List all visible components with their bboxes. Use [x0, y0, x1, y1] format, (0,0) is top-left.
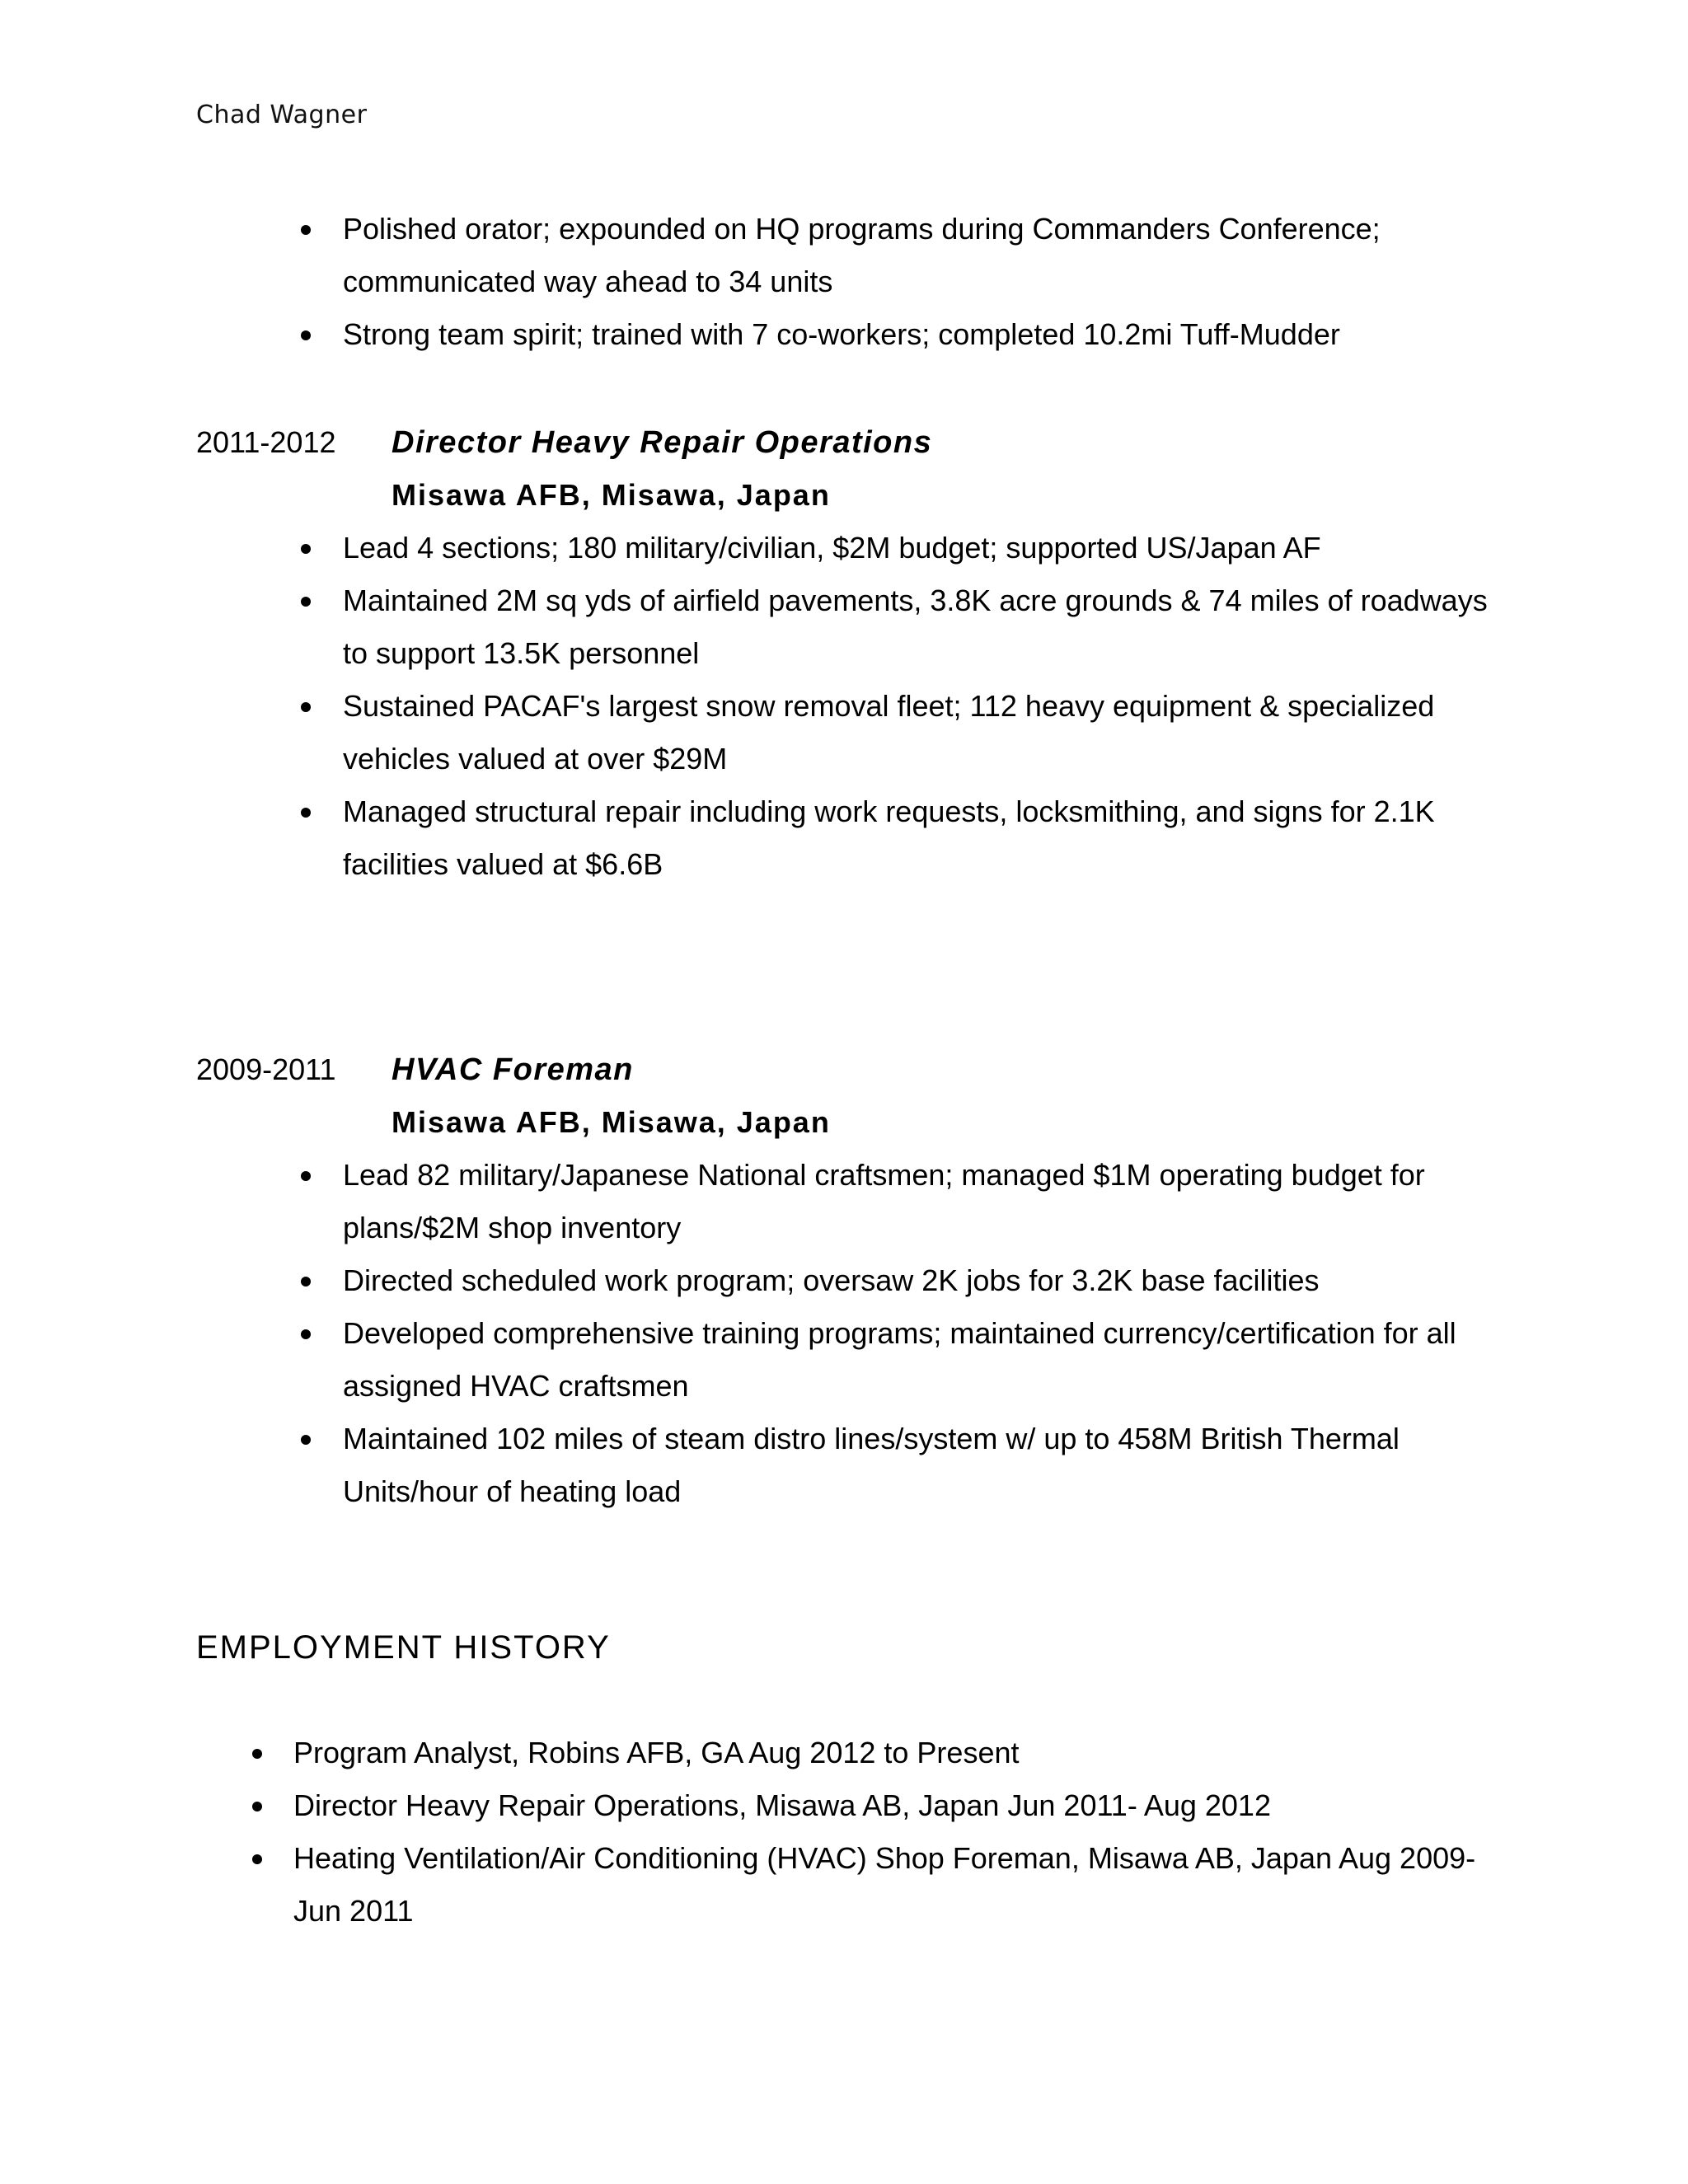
bullet-text: Strong team spirit; trained with 7 co-workers; completed 10.2mi Tuff-Mudder	[343, 317, 1340, 351]
bullet-text: Maintained 2M sq yds of airfield pavements, 3.8K acre grounds & 74 miles of roadways to support 13.5K personnel	[343, 583, 1488, 670]
position-title: Director Heavy Repair Operations	[392, 425, 933, 460]
bullet-icon	[301, 597, 311, 607]
list-item	[343, 1413, 1513, 1518]
bullet-text: Developed comprehensive training programs; maintained currency/certification for all assigned HVAC craftsmen	[343, 1316, 1456, 1403]
position-years: 2011-2012	[196, 425, 336, 459]
bullet-text: Managed structural repair including work requests, locksmithing, and signs for 2.1K facilities valued at $6.6B	[343, 794, 1435, 881]
header-name: Chad Wagner	[196, 101, 368, 129]
list-item	[343, 785, 1513, 891]
list-item	[343, 574, 1513, 680]
bullet-icon	[301, 544, 311, 554]
bullet-text: Directed scheduled work program; oversaw 2K jobs for 3.2K base facilities	[343, 1263, 1320, 1297]
bullet-text: Heating Ventilation/Air Conditioning (HVAC) Shop Foreman, Misawa AB, Japan Aug 2009-Jun 2011	[293, 1841, 1476, 1928]
section-heading: EMPLOYMENT HISTORY	[196, 1629, 611, 1666]
bullet-icon	[301, 1171, 311, 1181]
position-location: Misawa AFB, Misawa, Japan	[392, 1105, 831, 1139]
position-years: 2009-2011	[196, 1052, 336, 1086]
bullet-text: Lead 82 military/Japanese National craftsmen; managed $1M operating budget for plans/$2M shop inventory	[343, 1158, 1425, 1244]
bullet-icon	[301, 1329, 311, 1339]
bullet-icon	[301, 330, 311, 340]
list-item	[293, 1727, 1513, 1779]
bullet-text: Lead 4 sections; 180 military/civilian, $2M budget; supported US/Japan AF	[343, 531, 1321, 565]
bullet-text: Polished orator; expounded on HQ programs during Commanders Conference; communicated way ahead to 34 units	[343, 212, 1381, 298]
bullet-icon	[301, 808, 311, 818]
employment-history-list	[293, 1727, 1513, 1938]
list-item	[343, 522, 1513, 574]
top-bullet-list	[343, 203, 1513, 361]
bullet-text: Program Analyst, Robins AFB, GA Aug 2012 to Present	[293, 1736, 1020, 1769]
position-location: Misawa AFB, Misawa, Japan	[392, 478, 831, 512]
bullet-text: Sustained PACAF's largest snow removal fleet; 112 heavy equipment & specialized vehicles valued at over $29M	[343, 689, 1435, 776]
list-item	[343, 1254, 1513, 1307]
position-bullet-list	[343, 1149, 1513, 1518]
position-bullet-list	[343, 522, 1513, 891]
position-title: HVAC Foreman	[392, 1052, 634, 1087]
bullet-icon	[301, 702, 311, 712]
bullet-text: Director Heavy Repair Operations, Misawa AB, Japan Jun 2011- Aug 2012	[293, 1788, 1271, 1822]
list-item	[293, 1779, 1513, 1832]
list-item	[343, 1307, 1513, 1413]
bullet-icon	[252, 1854, 262, 1864]
bullet-icon	[301, 225, 311, 235]
list-item	[343, 1149, 1513, 1254]
bullet-icon	[301, 1277, 311, 1286]
list-item	[293, 1832, 1513, 1938]
bullet-icon	[252, 1749, 262, 1759]
bullet-icon	[301, 1435, 311, 1445]
list-item	[343, 203, 1513, 308]
list-item	[343, 308, 1513, 361]
list-item	[343, 680, 1513, 785]
bullet-icon	[252, 1802, 262, 1811]
bullet-text: Maintained 102 miles of steam distro lines/system w/ up to 458M British Thermal Units/hour of heating load	[343, 1422, 1400, 1508]
